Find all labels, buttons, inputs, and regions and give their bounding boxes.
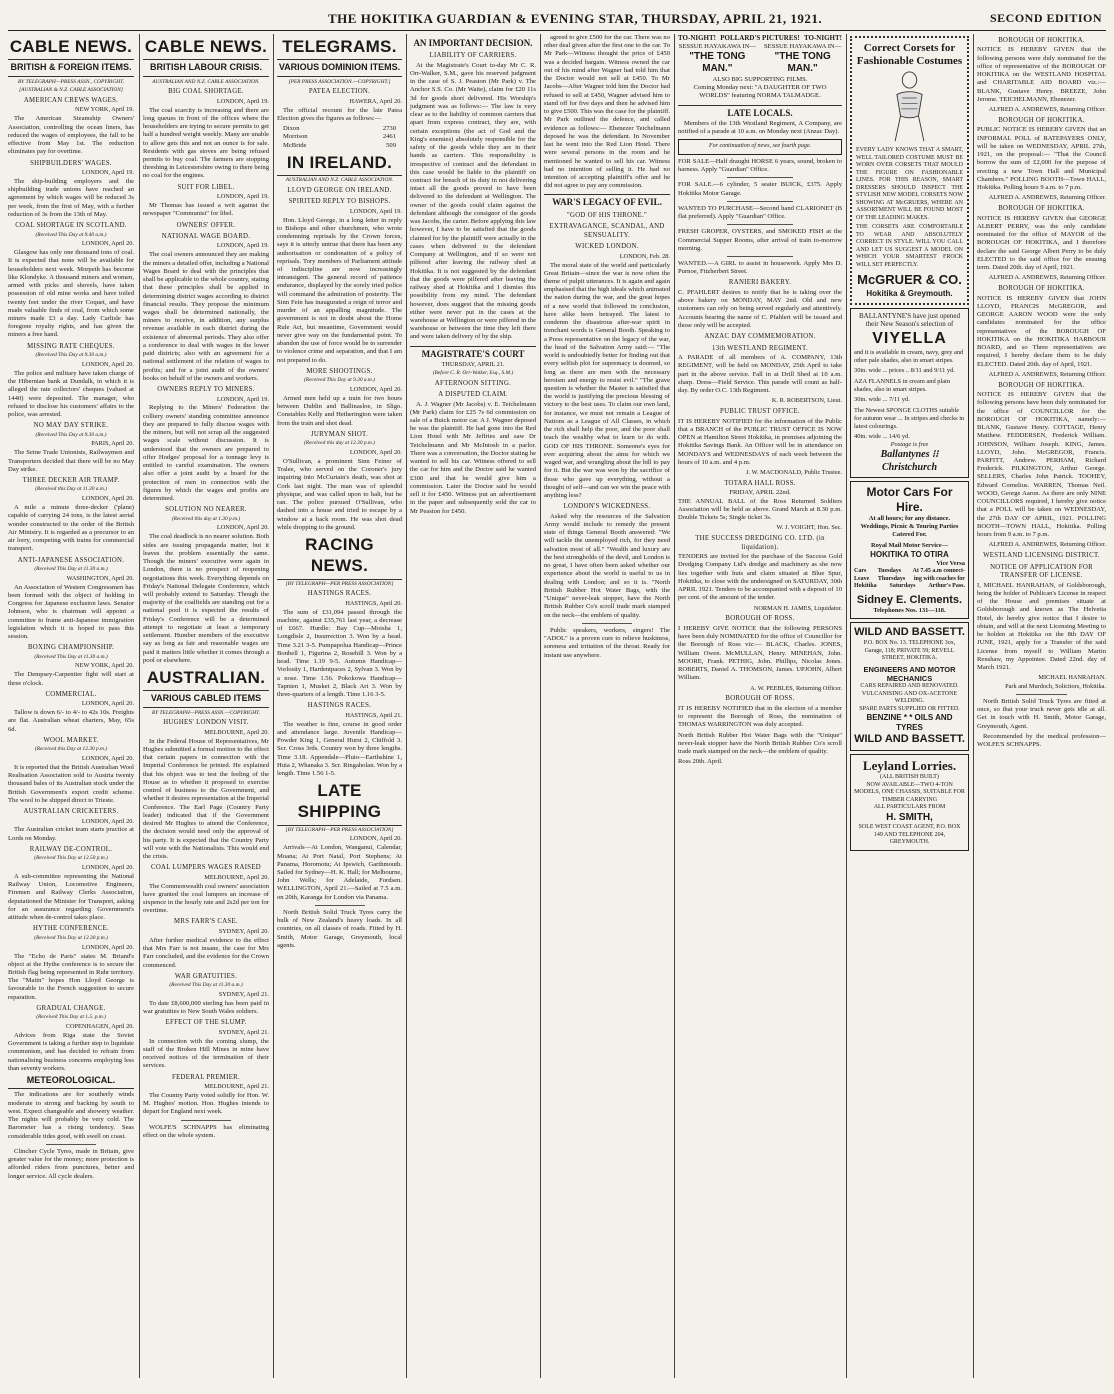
masthead bbox=[8, 8, 1106, 31]
received-line: (Received This Day at 12.30 p.m.) bbox=[34, 934, 108, 941]
received-line: (Received This Day at 9.30 a.m.) bbox=[35, 352, 107, 359]
column-heading: CABLE NEWS. bbox=[8, 36, 134, 60]
article-title: SHIPBUILDERS' WAGES. bbox=[30, 159, 112, 167]
article-body: The Commonwealth coal owners' association have granted the coal lumpers an increase of sixpence in the hourly rate and 2s2d per ton for overtime. bbox=[143, 882, 269, 915]
notice-body: IT IS HEREBY NOTIFIED that in the election of a member to represent the Borough of Ross, the nomination of THOMAS WARRINGTON was duly accepted. bbox=[678, 704, 842, 729]
dateline: LONDON, April 19. bbox=[216, 395, 269, 403]
notice-title: BOROUGH OF HOKITIKA. bbox=[998, 116, 1085, 124]
advertisement: Recommended by the medical profession—WOLFE'S SCHNAPPS. bbox=[977, 732, 1106, 749]
notice-body: NOTICE IS HEREBY GIVEN that JOHN LLOYD, FRANCIS McGREGOR, and GEORGE AARON WOOD were the only candidates nominated for the office representatives of the BOROUGH OF HOKITIKA on the HOKITIKA HARBOUR BOARD, and so Three representatives are required, I hereby declare them to be duly ELECTED. Dated 20th. day of April, 1921. bbox=[977, 294, 1106, 368]
article-title: JURYMAN SHOT. bbox=[310, 430, 369, 438]
late-locals-heading: LATE LOCALS. bbox=[678, 105, 842, 119]
advertisement: North British Rubber Hot Water Bags with the "Unique" never-leak stopper have the North British Rubber Co's scroll trade mark stamped on the neck—the emblem of quality. bbox=[678, 731, 842, 756]
timetable-cell: At 7.45 a.m connect- bbox=[912, 568, 965, 575]
received-line: (Received This Day at 11.30 a.m.) bbox=[169, 982, 243, 989]
article-title: FEDERAL PREMIER. bbox=[172, 1073, 240, 1081]
notice-body: NOTICE IS HEREBY GIVEN that the following persons were duly nominated for the office of representative of the BOROUGH OF HOKITIKA on the WESTLAND HOSPITAL and CHARITABLE AID BOARD viz.:— BLANK, Gustave Henry. BREEZE, John Jerome. TEICHELMANN, Ebenezer. bbox=[977, 46, 1106, 103]
notice-body: THE ANNUAL BALL of the Ross Returned Soldiers Association will be held as above. Grand March at 8.30 p.m. Double Tickets 5s; Single ticket 3s. bbox=[678, 497, 842, 522]
timetable-cell: Thursdays bbox=[877, 575, 906, 582]
source-line: [BY TELEGRAPH—PER PRESS ASSOCIATION] bbox=[285, 580, 394, 587]
film-listing: SESSUE HAYAKAWA IN— "THE TONG MAN." SESSUE HAYAKAWA IN— "THE TONG MAN." bbox=[678, 42, 842, 75]
election-results bbox=[277, 125, 402, 150]
viyella-ad: BALLANTYNE'S have just opened their New Season's selection of VIYELLA and it is available in cream, navy, grey and other pale shades, also in smart stripes. 30in. wide ... prices .. 8/11 and 9/11 yd. AZA FLANNELS in cream and plain shades, also in smart stripes. 30in. wide ... 7/11 yd. The Newest SPONGE CLOTHS suitable for autumn wear ... In stripes and checks in latest colourings. 40in. wide ... 14/6 yd. Postage is free Ballantynes ⁝⁝ Christchurch bbox=[850, 308, 969, 479]
timetable bbox=[854, 568, 965, 591]
classified-ad: WANTED.—A GIRL to assist in housework. Apply Mrs D. Purnoe, Fitzherbert Street. bbox=[678, 260, 842, 276]
column-subheading: BRITISH & FOREIGN ITEMS. bbox=[8, 62, 134, 76]
dateline: LONDON, April 20. bbox=[81, 943, 134, 951]
article-body: Glasgow has only one thousand tons of coal. It is expected that none will be available for householders next week. Morpeth has become like Klondyke. A thousand miners and women, armed with picks and shovels, have taken possession of old mine works and have toiled twenty feet under the river Coquet, and have made valuable finds of coal, from which some miners made £3 a day. Lady Carlisle has foregone royalty rights, and has given the miners a free hand. bbox=[8, 249, 134, 339]
dateline: LONDON, April 20. bbox=[349, 449, 402, 457]
assoc-line: [AUSTRALIAN & N.Z. CABLE ASSOCIATION] bbox=[19, 87, 123, 94]
article-body: The Country Party voted solidly for Hon. W. M. Hughes' motion. Hon. Hughes intends to depart for England next week. bbox=[143, 1091, 269, 1116]
article-body: The coal owners announced they are making the miners a detailed offer, including a National Wages Board to deal with the principles that shall be applicable to the whole country, stating that these principles shall be applied in determining district wages according to district financial results. They propose the minimum wages shall be determined nationally, the miners to receive, in addition, any surplus revenue available in each district during the existence of abnormal periods. They also offer a conference to deal with wages in the lower paid districts; also with an agreement for a national settlement of the relation of wages to profits; and for a joint audit of the owners' books on behalf of the owners and workers. bbox=[143, 251, 269, 382]
article-body: The Australian cricket team starts practice at Lords on Monday. bbox=[8, 826, 134, 842]
notice-body: PUBLIC NOTICE IS HEREBY GIVEN that an INFORMAL POLL of RATEPAYERS ONLY, will be taken on WEDNESDAY, APRIL 27th, 1921, on the proposal:— "That the Council borrow the sum of £2,000 for the purpose of erecting a new Town Hall and Municipal Chambers." POLLING BOOTH—Town HALL, Hokitika. Polling hours 9 a.m. to 7 p.m. bbox=[977, 126, 1106, 192]
notice-title: PUBLIC TRUST OFFICE. bbox=[720, 408, 800, 416]
result-row bbox=[283, 133, 396, 141]
article-title: RAILWAY DE-CONTROL. bbox=[29, 845, 113, 853]
column-subheading: VARIOUS DOMINION ITEMS. bbox=[277, 62, 402, 76]
dateline: MELBOURNE, April 20. bbox=[204, 728, 269, 736]
advertisement: North British Solid Truck Tyres are fitted at once, so that your truck never gets idle at all. Get in touch with H. Smith, Motor Garage, Greymouth, Agent. bbox=[977, 697, 1106, 730]
received-line: (Received This Day at 9.30 a.m.) bbox=[304, 377, 375, 384]
article-title: COAL SHORTAGE IN SCOTLAND. bbox=[15, 222, 127, 230]
dateline: LONDON, April 19. bbox=[216, 97, 269, 105]
signature: MICHAEL HANRAHAN. bbox=[1038, 674, 1106, 682]
notice-title: TOTARA HALL ROSS. bbox=[724, 479, 796, 487]
article-headline: WAR'S LEGACY OF EVIL. bbox=[544, 194, 670, 208]
received-line: (Received this Day at 12.30 p.m.) bbox=[34, 746, 108, 753]
article-headline: AN IMPORTANT DECISION. bbox=[413, 38, 533, 48]
article-body: Asked why the resources of the Salvation Army would include to remedy the present state of things General Booth answered: "We will tackle the unemployed rich, for they need salvation most of all." "Wealth and luxury are the best strongholds of the devil, and London is no great, I have often been asked whether our experience about the world is useful to us in dealing with London; and so it is. "North British Rubber Hot Water Bags, with the "Unique" never-leak stopper, have the North British Rubber Co's scroll trade mark stamped on the neck—the emblem of quality. bbox=[544, 512, 670, 619]
notice-body: C. PFAHLERT desires to notify that he is taking over the above bakery on MONDAY, MAY 2nd. Old and new customers can rely on being served regularly and attentively. Accounts bearing the name of C. Pfahlert will be issued and those only will be accepted. bbox=[678, 288, 842, 329]
notice-date: Ross 20th. April. bbox=[678, 758, 723, 766]
classified-ad: FOR SALE.—6 cylinder, 5 seater BUICK, £375. Apply Hokitika Motor Garage. bbox=[678, 181, 842, 197]
article-body: Hon. Lloyd George, in a long letter in reply to Bishops and other churchmen, who wrote condemning reprisals by the Crown forces, says it is utterly untrue that there has been any authorisation or condonation of a policy of reprisals. Tory members of Parliament attitude of indiscipline are now increasingly intransigent. The general record of patience endurance, displayed by the sorely tried police will command the admiration of posterity. The Sinn Fein has inaugurated a reign of terror and murder of an appalling magnitude. The government is not in doubt about the Home Rule Act, but meantime, Government would never give way on the fundamental point. To abandon the use of force would be to surrender to violence crime and separation, and that I am not prepared to do. bbox=[277, 216, 402, 364]
dateline: NEW YORK, April 20. bbox=[75, 662, 134, 670]
timetable-cell: Saturdays bbox=[889, 583, 916, 590]
article-subtitle: LONDON'S WICKEDNESS. bbox=[563, 503, 651, 511]
column-telegrams bbox=[277, 34, 402, 1378]
timetable-cell: Arthur's Pass. bbox=[928, 583, 965, 590]
notice-title: BOROUGH OF HOKITIKA. bbox=[998, 381, 1085, 389]
dateline: LONDON, April 20. bbox=[81, 700, 134, 708]
source-line: BY TELEGRAPH—PRESS ASSN.—COPYRIGHT. bbox=[151, 709, 261, 716]
article-body: The moral state of the world and particularly Great Britain—since the war is now often the theme of pulpit utterances. It is again and again emphasised that the high ideals which animated the nation during the war, and the great hopes of a new world that followed its conclusion, have alike been betrayed. The latest to condemn the disastrous after-war spirit in trenchant words is General Booth. Speaking to a Press representative on the legacy of the war, the head of the Salvation Army said:— "The world is undoubtedly better for finding out that every selfish plot for supremacy is doomed, so long as there are men with the necessary heroism and energy to resist evil." "The grave question is whether the Master is satisfied that the world is justifying the precious blessing of victory to the best uses. To claim our own land, for instance, we must not remain a League of Nations as a League of All Classes, in which the rich shall help the poor, and the poor shall teach the wealthy what to learn to do with. GOD OF HIS THRONE. Someone's eyes for ever acquiring about the aims for which we waged war, and wrangling about the bill to pay for it. But the war was won by the sacrifice of those who gave up everything, without a thought of self—and can we win the peace with anything less? bbox=[544, 261, 670, 500]
newspaper-page bbox=[8, 8, 1106, 1378]
article-body: The official recount for the late Patea Election gives the figures as follows:— bbox=[277, 106, 402, 122]
bench-line: (Before C. R. Orr-Walker, Esq., S.M.) bbox=[432, 369, 514, 376]
dateline: SYDNEY, April 21. bbox=[218, 1028, 269, 1036]
article-body: The "Echo de Paris" states M. Briand's object at the Hythe conference is to secure the British flag being represented in Ruhr territory. The "Matin" hopes Hon Lloyd George is favourable to the French suggestion to secure reparation. bbox=[8, 952, 134, 1001]
advertisement: North British Solid Truck Tyres carry the bulk of New Zealand's heavy loads. In all countries, on all classes of roads. Fitted by H. Smith, Motor Garage, Greymouth, local agents. bbox=[277, 908, 402, 949]
article-title: EFFECT OF THE SLUMP. bbox=[165, 1019, 247, 1027]
received-line: (Received This Day at 9.40 a.m.) bbox=[35, 231, 107, 238]
article-body: O'Sullivan, a prominent Sinn Feiner of Tralee, who served on the Coroner's jury inquiring into McCurtain's death, was shot at Cork last night. The man was of splendid physique, and was called upon to halt, but he ran. The police pursued O'Sullivan, who dashed into a house and tried to escape by a window at a back room. He was shot dead while dropping to the ground. bbox=[277, 457, 402, 531]
notice-title: RANIERI BAKERY. bbox=[728, 279, 792, 287]
signature: ALFRED A. ANDREWES, Returning Officer. bbox=[988, 370, 1106, 378]
dateline: LONDON, April 20. bbox=[349, 386, 402, 394]
column-rule bbox=[273, 34, 274, 1378]
article-body: To date £8,600,000 sterling has been paid in war gratuities to New South Wales soldiers. bbox=[143, 999, 269, 1016]
dateline: SYDNEY, April 21. bbox=[218, 991, 269, 998]
section-subheading: VARIOUS CABLED ITEMS bbox=[143, 693, 269, 707]
column-heading: CABLE NEWS. bbox=[143, 36, 269, 60]
column-cable-news bbox=[8, 34, 134, 1378]
signature: A. W. PEEBLES, Returning Officer. bbox=[750, 684, 842, 692]
article-body: A sub-committee representing the National Railway Union, Locomotive Engineers, Firemen and Railway Clerks Association, deputationed the Minister for Transport, asking for an assurance regarding Government's attitude when de-control takes place. bbox=[8, 873, 134, 922]
article-title: AUSTRALIAN CRICKETERS. bbox=[23, 808, 119, 816]
article-subtitle: NATIONAL WAGE BOARD. bbox=[161, 233, 251, 240]
article-title: A DISPUTED CLAIM. bbox=[438, 391, 508, 399]
article-title: SOLUTION NO NEARER. bbox=[165, 506, 247, 514]
column-heading: TELEGRAMS. bbox=[277, 36, 402, 60]
article-title: THREE DECKER AIR TRAMP. bbox=[22, 477, 120, 484]
article-title: OWNERS REPLY TO MINERS. bbox=[157, 386, 255, 394]
article-body: Arrivals—At London, Wanganui, Calendar, Moana; At Port Natal, Port Stephens; At Panama, Horomotu; At Ipswich, Garthmouth. Sailed for Sydney—H. K. Hall; for Melbourne, John Wells; for Adelaide, Fordsen. WELLINGTON, April 21.—Sailed at 7.5 a.m. on 20th, Karanga for London via Panama. bbox=[277, 844, 402, 901]
notice-title: BOROUGH OF HOKITIKA. bbox=[998, 37, 1085, 44]
notice-body: NOTICE IS HEREBY GIVEN that the following persons have been duly nominated for the office of COUNCILLOR for the BOROUGH OF HOKITIKA, namely:— BLANK, Gustave Henry. COTTAGE, Henry Matthew. FEDDERSEN, Frederick William. JOHNSON, William Joseph. KING, James. LLOYD, John. McGREGOR, Francis. PARFITT, Andrew. PERHAM, Richard Frederick. PILKINGTON, Arthur George. SELLERS, Charles John Patrick. TOOHEY, Edward Cornelius. WARREN, Thomas Neil. WOOD, George Aaron. As there are only NINE COUNCILLORS required, I hereby give notice that a POLL will be taken on WEDNESDAY, the 27th DAY OF APRIL, 1921. POLLING BOOTH—TOWN HALL, Hokitika. Polling hours from 9 a.m. to 7 p.m. bbox=[977, 391, 1106, 539]
section-heading: AUSTRALIAN. bbox=[143, 667, 269, 691]
advertisement: Clincher Cycle Tyres, made in Britain, give greater value for the money; more protection is afforded riders from punctures, better and longer service. All cycle dealers. bbox=[8, 1147, 134, 1180]
article-body: In connection with the coming slump, the staff of the Broken Hill Mines in mine have received notices of the termination of their services. bbox=[143, 1037, 269, 1070]
article-title: BOXING CHAMPIONSHIP. bbox=[27, 644, 115, 652]
column-local-notices: TO-NIGHT! POLLARD'S PICTURES! TO-NIGHT! SESSUE HAYAKAWA IN— "THE TONG MAN." SESSUE HAYAKAWA IN— "THE TONG MAN." ALSO BIG SUPPORTING FILMS. Coming Monday next: "A DAUGHTER OF TWO WORLDS" featuring NORMA TALMADGE. LATE LOCALS. Members of the 13th Westland Regiment, A Company, are notified of a parade at 10 a.m. on Monday next (Anzac Day). For continuation of news, see fourth page. FOR SALE—Half draught HORSE 6 years, sound, broken to harness. Apply "Guardian" Office. FOR SALE.—6 cylinder, 5 seater BUICK, £375. Apply Hokitika Motor Garage. WANTED TO PURCHASE—Second hand CLARIONET (B flat preferred). Apply "Guardian" Office. FRESH GROPER, OYSTERS, and SMOKED FISH at the Commercial Supper Rooms, after arrival of train to-morrow morning. WANTED.—A GIRL to assist in housework. Apply Mrs D. Purnoe, Fitzherbert Street. RANIERI BAKERY. C. PFAHLERT desires to notify that he is taking over the above bakery on MONDAY, MAY 2nd. Old and new customers can rely on being served regularly and attentively. Accounts bearing the name of C. Pfahlert will be issued and those only will be accepted. ANZAC DAY COMMEMORATION. 13th WESTLAND REGIMENT. A PARADE of all members of A. COMPANY, 13th REGIMENT, will be held on MONDAY, 25th April to take part in the above service. Fall in at Drill Shed at 10 a.m. sharp. Dress—Field Service. This parade will count as half-day. By order O.C. 13th Regiment. K. R. ROBERTSON, Lieut. PUBLIC TRUST OFFICE. IT IS HEREBY NOTIFIED for the information of the Public that a BRANCH of the PUBLIC TRUST OFFICE IS NOW OPEN at Hamilton Street Hokitika, in premises adjoining the Hokitika Savings Bank. An Officer will be in attendance on MONDAYS and WEDNESDAYS of each week between the hours of 10 a.m. and 4 p.m. J. W. MACDONALD, Public Trustee. TOTARA HALL ROSS. FRIDAY, APRIL 22nd. THE ANNUAL BALL of the Ross Returned Soldiers Association will be held as above. Grand March at 8.30 p.m. Double Tickets 5s; Single ticket 3s. W. J. VOIGHT, Hon. Sec. THE SUCCESS DREDGING CO. LTD. (in liquidation). TENDERS are invited for the purchase of the Success Gold Dredging Company Ltd's dredge and machinery as she now lies together with huts and claim situated at Blue Spur, Hokitika, to close with the undersigned on SATURDAY, 30th APRIL 1921. Tenders to be accompanied with a deposit of 10 per cent. of the amount of the tender. NORMAN H. JAMES, Liquidator. BOROUGH OF ROSS. I HEREBY GIVE NOTICE that the following PERSONS have been duly NOMINATED for the office of Councillor for the Borough of Ross viz:— BLACK, Charles. JONES, William Owen. McMULLAN, Henry. MINEHAN, John. MOORE, Frank. PETHIG, John. Phillips, Nicolas Jones. ROBERTS, Daniel A. THOMSON, James. UPJOHN, Albert William. A. W. PEEBLES, Returning Officer. BOROUGH OF ROSS. IT IS HEREBY NOTIFIED that in the election of a member to represent the Borough of Ross, the nomination of THOMAS WARRINGTON was duly accepted. North British Rubber Hot Water Bags with the "Unique" never-leak stopper have the North British Rubber Co's scroll trade mark stamped on the neck—the emblem of quality. Ross 20th. April. bbox=[678, 34, 842, 766]
timetable-row bbox=[854, 583, 965, 591]
candidate-votes: 2461 bbox=[382, 133, 396, 141]
column-rule bbox=[973, 34, 974, 1378]
signature: ALFRED A. ANDREWES, Returning Officer. bbox=[988, 274, 1106, 282]
article-subtitle: LIABILITY OF CARRIERS. bbox=[429, 52, 517, 60]
dateline: LONDON, April 20. bbox=[81, 864, 134, 872]
dateline: WASHINGTON, April 20. bbox=[66, 574, 134, 582]
column-decision bbox=[410, 34, 536, 1378]
article-title: OWNERS' OFFER. bbox=[176, 221, 236, 229]
article-title: MISSING RATE CHEQUES. bbox=[27, 342, 115, 350]
received-line: (Received This Day at 1.5. p.m.) bbox=[36, 1014, 106, 1021]
classified-ad: WANTED TO PURCHASE—Second hand CLARIONET (B flat preferred). Apply "Guardian" Office. bbox=[678, 204, 842, 221]
notice-title: BOROUGH OF ROSS. bbox=[725, 695, 795, 703]
timetable-cell: Hokitika bbox=[854, 583, 877, 590]
article-body: After further medical evidence to the effect that Mrs Farr is not insane, the case for Mrs Farr concluded, and the evidence for the Crown commenced. bbox=[143, 936, 269, 969]
dateline: NEW YORK, April 19. bbox=[75, 106, 134, 114]
dateline: MELBOURNE, April 21. bbox=[204, 1083, 269, 1091]
assoc-line: AUSTRALIAN AND N.Z. CABLE ASSOCIATION. bbox=[152, 78, 260, 85]
article-title: SUIT FOR LIBEL. bbox=[177, 183, 235, 191]
received-line: (Received this Day at 11.30 a.m.) bbox=[35, 486, 107, 493]
article-title: HYTHE CONFERENCE. bbox=[32, 925, 110, 933]
notice-title: ANZAC DAY COMMEMORATION. bbox=[704, 333, 816, 341]
article-body: An Association of Western Congressmen has been formed with the object of holding in Congress for Japanese exclusion laws. Senator Johnson, who is chairman will appoint a committee to frame anti-Japanese immigration legislation which it is hoped to pass this session. bbox=[8, 583, 134, 640]
candidate-name: McBride bbox=[283, 141, 307, 149]
column-rule bbox=[846, 34, 847, 1378]
dateline: LONDON, April 20. bbox=[81, 817, 134, 825]
classified-ad: FRESH GROPER, OYSTERS, and SMOKED FISH at the Commercial Supper Rooms, after arrival of train to-morrow morning. bbox=[678, 228, 842, 252]
corset-figure-illustration bbox=[882, 71, 937, 143]
column-rule bbox=[139, 34, 140, 1378]
notice-body: TENDERS are invited for the purchase of the Success Gold Dredging Company Ltd's dredge and machinery as she now lies together with huts and claim situated at Blue Spur, Hokitika, to close with the undersigned on SATURDAY, 30th APRIL 1921. Tenders to be accompanied with a deposit of 10 per cent. of the amount of the tender. bbox=[678, 553, 842, 602]
article-body: Replying to the Miners' Federation the colliery owners' standing committee announce they are prepared to fully discuss wages with the miners, but will not scrap all the suggested wages scale without discussion. It is understood that the owners are prepared to offer Hodges' proposal for a tonnage levy is entitled to careful examination. The owners also offer a joint audit by a board for the protection of men in connection with the figures by which the wages and profits are determined. bbox=[143, 404, 269, 503]
article-body: It is reported that the British Australian Wool Realisation Association sold to Austria twenty thousand bales of its Australian stock under the British Government's export credit scheme. The wool to be shipped direct to Trieste. bbox=[8, 763, 134, 804]
article-body: The indications are for southerly winds moderate to strong and backing by south to west. Expect changeable and showery weather. The nights will probably be very cold. The Barometer has a rising tendency. Seas considerable tides good, with swell on coast. bbox=[8, 1091, 134, 1140]
signature: ALFRED A. ANDREWES, Returning Officer. bbox=[988, 106, 1106, 114]
timetable-cell: Cars bbox=[854, 568, 867, 575]
article-title: HUGHES' LONDON VISIT. bbox=[163, 719, 249, 727]
column-labour-crisis bbox=[143, 34, 269, 1378]
received-line: (Received This Day at 11.30 a.m.) bbox=[34, 653, 108, 660]
section-heading: MAGISTRATE'S COURT bbox=[410, 346, 536, 360]
notice-title: BOROUGH OF ROSS. bbox=[725, 615, 795, 623]
notice-body: NOTICE IS HEREBY GIVEN that GEORGE ALBERT PERRY, was the only candidate nominated for the office of MAYOR of the BOROUGH OF HOKITIKA, and I therefore declare the said George Albert Perry to be duly ELECTED to the said office for the ensuing term. Dated 20th. day of April, 1921. bbox=[977, 214, 1106, 272]
candidate-votes: 509 bbox=[386, 141, 396, 149]
leyland-ad: Leyland Lorries. (ALL BRITISH BUILT) NOW AVAILABLE—TWO 4-TON MODELS, ONE CHASSIS, SUITABLE FOR TIMBER CARRYING ALL PARTICULARS FROM H. SMITH, SOLE WEST COAST AGENT, P.O. BOX 149 AND TELEPHONE 204, GREYMOUTH. bbox=[850, 754, 969, 851]
candidate-name: Dixon bbox=[283, 125, 300, 133]
column-display-ads bbox=[850, 34, 969, 1378]
column-rule bbox=[540, 34, 541, 1378]
article-title: PATEA ELECTION. bbox=[308, 88, 371, 96]
article-title: NO MAY DAY STRIKE. bbox=[33, 422, 109, 430]
notice-subtitle: 13th WESTLAND REGIMENT. bbox=[712, 344, 808, 352]
article-title: HASTINGS RACES. bbox=[307, 590, 372, 598]
signature: W. J. VOIGHT, Hon. Sec. bbox=[776, 524, 842, 532]
signature: NORMAN H. JAMES, Liquidator. bbox=[753, 604, 842, 612]
notice-subtitle: NOTICE OF APPLICATION FOR TRANSFER OF LICENSE. bbox=[990, 563, 1093, 580]
dateline: MELBOURNE, April 20. bbox=[204, 873, 269, 881]
article-subtitle: WICKED LONDON. bbox=[575, 243, 639, 251]
column-subheading: BRITISH LABOUR CRISIS. bbox=[143, 62, 269, 76]
candidate-name: Morrison bbox=[283, 133, 308, 141]
notice-title: WESTLAND LICENSING DISTRICT. bbox=[983, 552, 1100, 560]
timetable-row bbox=[854, 568, 965, 576]
assoc-line: AUSTRALIAN AND N.Z. CABLE ASSOCIATION. bbox=[285, 177, 394, 184]
result-row bbox=[283, 125, 396, 133]
column-rule bbox=[674, 34, 675, 1378]
meteorological-heading: METEOROLOGICAL. bbox=[8, 1075, 134, 1089]
article-title: HASTINGS RACES. bbox=[307, 702, 372, 710]
source-line: [BY TELEGRAPH—PER PRESS ASSOCIATION] bbox=[285, 826, 394, 833]
dateline: LONDON, April 20. bbox=[81, 755, 134, 763]
article-body: The coal scarcity is increasing and there are long queues in front of the offices where the householders are trying to secure permits to get half a hundred weight weekly. Many are unable to allow gets this and not an ounce is for sale. Residents with gas stoves are being refused permits to buy coal. The farmers are stopping threshing in Leicestershire owing to there being no coal for the engines. bbox=[143, 106, 269, 180]
article-body: The coal deadlock is no nearer solution. Both sides are issuing propaganda matter, but it leaves the problem essentially the same. Though the miners' executive were again in London, there is no prospect of reopening negotiations this week. Everything depends on Friday's National Delegate Conference, which will probably extend to Saturday. Though the majority of the coalfields are standing out for a national pool it is expected the results of Friday's Conference will be a determined attempt to negotiate at least a temporary settlement. Humber members of the executive say as long as fair and reasonable wages are paid it matters little whether it comes through a pool or elsewhere. bbox=[143, 533, 269, 664]
article-title: SPIRITED REPLY TO BISHOPS. bbox=[288, 198, 391, 206]
notice-title: THE SUCCESS DREDGING CO. LTD. (in liquidation). bbox=[695, 535, 825, 551]
dateline: COPENHAGEN, April 20. bbox=[65, 1023, 134, 1031]
received-line: (Received This Day at 12.50 p.m.) bbox=[34, 855, 108, 862]
notice-body: I HEREBY GIVE NOTICE that the following PERSONS have been duly NOMINATED for the office of Councillor for the Borough of Ross viz:— BLACK, Charles. JONES, William Owen. McMULLAN, Henry. MINEHAN, John. MOORE, Frank. PETHIG, John. Phillips, Nicolas Jones. ROBERTS, Daniel A. THOMSON, James. UPJOHN, Albert William. bbox=[678, 624, 842, 682]
section-heading: RACING NEWS. bbox=[277, 534, 402, 580]
article-body: The sum of £31,094 passed through the machine, against £35,761 last year, a decrease of £667. Hurdle: Bay Cup—Moisha 1, Longdisle 2, Insurrection 3. Won by a head. Time 3.21 3-5. Pumpapolua Handicap—Prince Bonbell 1, Figurina 2, Rosehill 3. Won by a head. Time 1.19 9-5. Autumn Handicap—Vorlosity 1, Hardentpaces 2, Sylvan 3. Won by a nose. Time 1.56. Pokokowa Handicap—Tapnien 1, Musket 2, Black Art 3. Won by three-quarters of a length. Time 1.16 3-5. bbox=[277, 608, 402, 698]
received-line: (Received This Day at 11.30 a.m.) bbox=[34, 565, 108, 572]
dateline: HASTINGS, April 21. bbox=[345, 711, 402, 719]
notice-body: I, MICHAEL HANRAHAN, of Goldsborough, being the holder of Publican's License in respect of the House and premises situate at Goldsborough and known as The Helvetia Hotel, do hereby give notice that I desire to obtain, and will at the next Licensing Meeting to be holden at Hokitika on the 8th DAY OF JUNE, 1921, apply for a Transfer of the said License from myself to William Martin Renshaw, my Appointee. Dated 22nd. day of March 1921. bbox=[977, 581, 1106, 671]
article-title: COMMERCIAL. bbox=[45, 690, 97, 698]
edition-label: SECOND EDITION bbox=[989, 11, 1102, 25]
article-title: LLOYD GEORGE ON IRELAND. bbox=[287, 186, 392, 194]
article-body: A. J. Wagner (Mr Jacobs) v. E. Teichelmann (Mr Park) claim for £25 7s 6d commission on sale of a Buick motor car. A J. Wagner deposed he was the plaintiff. He had gone into the Red Lion Hotel with Mr Jeffries and saw Dr Teichelmann and Mr McIntosh in a parlor. There was a conversation, the Doctor stating he wanted to sell his car. Witness offered to sell the car for him and the Doctor said he wanted £300 and that he would give him a commission. Later the Doctor said he would sell it for £450. Witness put an advertisement in the paper and subsequently sold the car to Mr Peaston for £450. bbox=[410, 400, 536, 515]
dateline: HASTINGS, April 20. bbox=[345, 599, 402, 607]
timetable-cell: ing with coaches for bbox=[913, 575, 965, 582]
dateline: LONDON, April 20. bbox=[81, 240, 134, 248]
article-subtitle: AFTERNOON SITTING. bbox=[434, 379, 512, 387]
advertisement: WOLFE'S SCHNAPPS has eliminating effect on the whole system. bbox=[143, 1123, 269, 1139]
dateline: LONDON, April 19. bbox=[349, 207, 402, 215]
dateline: LONDON, Feb. 28. bbox=[619, 252, 670, 260]
source-line: [PER PRESS ASSOCIATION.—COPYRIGHT.] bbox=[288, 78, 391, 85]
dateline: LONDON, April 19. bbox=[216, 242, 269, 250]
article-body: Armed men held up a train for two hours between Dublin and Ballinasloe, in Sligo. Constables Kelly and Hetherington were taken from the train and shot dead. bbox=[277, 394, 402, 427]
article-body: Advices from Riga state the Soviet Government is taking a further step to liquidate communism, and has decided to refrain from nationalising business concerns employing less than seventy workers. bbox=[8, 1032, 134, 1072]
dateline: PARIS, April 20. bbox=[91, 440, 134, 448]
signature: J. W. MACDONALD, Public Trustee. bbox=[746, 469, 842, 477]
article-body: The ship-building employers and the shipbuilding trade unions have reached an agreement by which wages will be reduced 3s per week, from the first of May, with a further reduction of 3s from the 13th of May. bbox=[8, 177, 134, 218]
article-title: WOOL MARKET. bbox=[43, 736, 99, 744]
motor-hire-ad: Motor Cars For Hire. At all hours; for any distance. Weddings, Picnic & Touring Parties Catered For. Royal Mail Motor Service— HOKITIKA TO OTIRA Vice Versa Cars Tuesdays At 7.45 a.m connect- Leave Thursdays ing with coaches for Hokitika Saturdays Arthur's Pass. Sidney E. Clements. Telephones Nos. 131—118. bbox=[850, 481, 969, 619]
article-title: GRADUAL CHANGE. bbox=[36, 1004, 106, 1012]
dateline: LONDON, April 20. bbox=[349, 835, 402, 843]
notice-title: BOROUGH OF HOKITIKA. bbox=[998, 285, 1085, 293]
article-title: AMERICAN CREWS WAGES. bbox=[23, 97, 119, 104]
dateline: LONDON, April 19. bbox=[81, 169, 134, 176]
article-title: MORE SHOOTINGS. bbox=[306, 367, 373, 375]
timetable-row bbox=[854, 576, 965, 584]
article-body: Members of the 13th Westland Regiment, A Company, are notified of a parade at 10 a.m. on Monday next (Anzac Day). bbox=[678, 119, 842, 136]
classified-ad: FOR SALE—Half draught HORSE 6 years, sound, broken to harness. Apply "Guardian" Office. bbox=[678, 157, 842, 174]
column-rule bbox=[406, 34, 407, 1378]
corset-ad: Correct Corsets for Fashionable Costumes EVERY LADY KNOWS THAT A SMART, WELL TAILORED COSTUME MUST BE WORN OVER CORSETS THAT MOULD THE FIGURE ON FASHIONABLE LINES. FOR THIS REASON, SMART DRESSERS SHOULD INSPECT THE STYLISH NEW MODEL CORSETS NOW SHOWING AT McGRUERS, WHERE AN ASSORTMENT WILL BE FOUND MOST OF THE LEADING MAKES. THE CORSETS ARE COMFORTABLE TO WEAR AND ABSOLUTELY CORRECT IN STYLE. WILL YOU CALL AND LET US SUGGEST A MODEL ON WHICH YOUR SMARTEST FROCK WILL SET PERFECTLY. McGRUER & CO. Hokitika & Greymouth. bbox=[850, 36, 969, 305]
dateline: HAWERA, April 20. bbox=[349, 97, 402, 105]
wild-bassett-ad: WILD AND BASSETT. P.O. BOX No. 13. TELEPHONE 3ox, Garage, 118; PRIVATE 59; REVELL STREET, HOKITIKA. ENGINEERS AND MOTOR MECHANICS CARS REPAIRED AND RENOVATED. VULCANISING AND OX-ACETONE WELDING. SPARE PARTS SUPPLIED OR FITTED. BENZINE * * OILS AND TYRES WILD AND BASSETT. bbox=[850, 622, 969, 751]
candidate-votes: 2730 bbox=[382, 125, 396, 133]
dateline: LONDON, April 20. bbox=[81, 495, 134, 503]
source-line: BY TELEGRAPH—PRESS ASSN., COPYRIGHT. bbox=[17, 78, 125, 85]
result-row bbox=[283, 142, 396, 150]
dateline: SYDNEY, April 20. bbox=[218, 927, 269, 935]
received-line: (Received This Day at 9.30 a.m.) bbox=[35, 431, 107, 438]
dateline: LONDON, April 20. bbox=[216, 524, 269, 532]
signature: ALFRED A. ANDREWES, Returning Officer. bbox=[988, 541, 1106, 549]
article-body: The weather is fine, course in good order and attendance large. Juvenile Handicap—Powder King 1, General Hurst 2, Chiffold 3. Scr. Cross 3rds. Country won by three lengths. Time 3.18. Appendale—Pluto—Earthshine 1, Huia 2, Whanaka 3. Scr. Ringaholan. Won by a length. Time 1.56 1-5. bbox=[277, 720, 402, 777]
article-body: A mile a minute three-decker ('plane) capable of carrying 24 tons, is the latest aerial wonder constructed to the order of the British Air Ministry. It is regarded as a precursor to an air lorry, competing with trains for commercial transport. bbox=[8, 504, 134, 553]
notice-body: IT IS HEREBY NOTIFIED for the information of the Public that a BRANCH of the PUBLIC TRUST OFFICE IS NOW OPEN at Hamilton Street Hokitika, in premises adjoining the Hokitika Savings Bank. An Officer will be in attendance on MONDAYS and WEDNESDAYS of each week between the hours of 10 a.m. and 4 p.m. bbox=[678, 417, 842, 466]
article-title: WAR GRATUITIES. bbox=[174, 972, 238, 980]
section-heading: IN IRELAND. bbox=[277, 152, 402, 176]
signature: Park and Murdoch, Solicitors, Hokitika. bbox=[1005, 683, 1106, 691]
article-body: The Dempsey-Carpentier fight will start at three o'clock. bbox=[8, 671, 134, 687]
advertisement: Public speakers, workers, singers! The "ADOL" is a proven cure to relieve huskiness, soreness and irritation of the throat. Ready for instant use anywhere. bbox=[544, 626, 670, 659]
signature: K. R. ROBERTSON, Lieut. bbox=[771, 397, 842, 405]
column-borough-notices bbox=[977, 34, 1106, 1378]
dateline: LONDON, April 19. bbox=[216, 193, 269, 201]
column-wars-legacy bbox=[544, 34, 670, 1378]
article-title: COAL LUMPERS WAGES RAISED bbox=[150, 864, 262, 872]
received-line: (Received this day at 12.30 p.m.) bbox=[304, 440, 375, 447]
article-body: The police and military have taken charge of the Hibernian bank at Dundalk, in which it is alleged the rate collectors' cheques (valued at 1440) were deposited. The manager, who refused to disclose his customers' affairs to the police, was arrested. bbox=[8, 369, 134, 418]
article-title: MRS FARR'S CASE. bbox=[174, 918, 238, 926]
timetable-cell: Leave bbox=[854, 575, 870, 582]
article-title: BIG COAL SHORTAGE. bbox=[168, 88, 244, 96]
article-subtitle: EXTRAVAGANCE, SCANDAL, AND SENSUALITY. bbox=[549, 223, 665, 239]
masthead-title: THE HOKITIKA GUARDIAN & EVENING STAR, THURSDAY, APRIL 21, 1921. bbox=[328, 11, 823, 26]
notice-title: BOROUGH OF HOKITIKA. bbox=[998, 205, 1085, 213]
received-line: (Received this day at 1.30 p.m.) bbox=[171, 515, 241, 522]
article-subtitle: "GOD OF HIS THRONE." bbox=[566, 211, 648, 219]
dateline: THURSDAY, APRIL 21. bbox=[441, 360, 505, 368]
dateline: LONDON, April 20. bbox=[81, 360, 134, 368]
article-body: Tallow is down 6/- to 4/- to 42s 10s. Freights are flat. Australian wheat charters, May, 65s 6d. bbox=[8, 709, 134, 733]
article-body: The Seine Trade Unionists, Railwaymen and Transporters decided that there will be no May Day strike. bbox=[8, 449, 134, 473]
timetable-cell: Tuesdays bbox=[877, 568, 902, 575]
article-body: agreed to give £500 for the car. There was no other deal given after the first one to the car. To Mr Park—Witness thought the price of £450 was a decided bargain. Witness owned the car out of his mind after Wagner had told him that the Doctor would not sell at £450. To Mr Jacobs—After Wagner told him the Doctor had refused to sell at £450, Wagner advised him to stand off for five days and then he advised him to give £500. This was the case for the plaintiff. Mr Park outlined the defence, and called evidence as follows:— Ebenezer Teichelmann deposed he was the defendant. In November last he went into the Red Lion Hotel. There were several persons in the room and he mentioned he wanted to sell his car. Witness had no intention of selling it. He had no intention of accepting plaintiff's offer and he did not agree to pay any commission. bbox=[544, 34, 670, 190]
article-body: In the Federal House of Representatives, Mr Hughes submitted a formal motion to the effect that certain papers in connection with the Imperial Conference be printed. He explained that his object was to test the feeling of the House as to whether it proposed to exercise control of business to the Government, and whether it desires representation at the Imperial Conference. The Earl Page (Country Party leader) indicated that if the Government desired Mr Hughes to attend the Conference, the decision would need only the approval of his party. It is expected that the Country Party will vote with the Nationalists. This would end the crisis. bbox=[143, 737, 269, 860]
article-body: Mr Thomas has issued a writ against the newspaper "Communist" for libel. bbox=[143, 202, 269, 218]
article-body: At the Magistrate's Court to-day Mr C. R. Orr-Walker, S.M., gave his reserved judgment in the case of S. J. Peaston (Mr Park) v. The Anchor S.S. Co. (Mr Waite), claim for £20 11s 3d for goods short delivered. His Worship's judgment was as follows:— The law is very clear as to the liability of common carriers that apart from express contract, they are, with certain exceptions (the act of God and the King's enemies) absolutely responsible for the safety of the goods while they are in their hands as carriers. This responsibility is irrespective of contract and the defendant in this case would be liable to the plaintiff on contract for breach of its duty in not delivering intact all the goods proved to have been delivered to the defendant at Wellington. The owner of the goods could claim against the defendant although the consignor of the goods was Jacobs, the carter. Before applying this law however, I have to be satisfied that the goods claimed for by the plaintiff were actually in the cases when delivered to the defendant Company at Wellington, and if so were not pilfered after leaving the railway shed at Hokitika. It is not suggested by the defendant that the goods were pilfered after leaving the railway shed at Hokitika and I dismiss this possibility from my mind. The defendant however, does suggest that the missing goods either were never put in the cases at the warehouse at Wellington or were pilfered in the warehouse or between the time they left there and were taken delivery of by the ship. bbox=[410, 61, 536, 341]
notice-body: A PARADE of all members of A. COMPANY, 13th REGIMENT, will be held on MONDAY, 25th April to take part in the above service. Fall in at Drill Shed at 10 a.m. sharp. Dress—Field Service. This parade will count as half-day. By order O.C. 13th Regiment. bbox=[678, 354, 842, 395]
signature: ALFRED A. ANDREWES, Returning Officer. bbox=[988, 194, 1106, 202]
article-body: The American Steamship Owners' Association, controlling the ocean liners, has reduced the wages of employees, the fall to be effective from May 1st. The reduction eliminates pay for overtime. bbox=[8, 115, 134, 156]
pictures-banner: TO-NIGHT! POLLARD'S PICTURES! TO-NIGHT! bbox=[678, 34, 842, 42]
article-title: ANTI-JAPANESE ASSOCIATION. bbox=[17, 556, 125, 564]
section-heading: LATE SHIPPING bbox=[277, 780, 402, 826]
